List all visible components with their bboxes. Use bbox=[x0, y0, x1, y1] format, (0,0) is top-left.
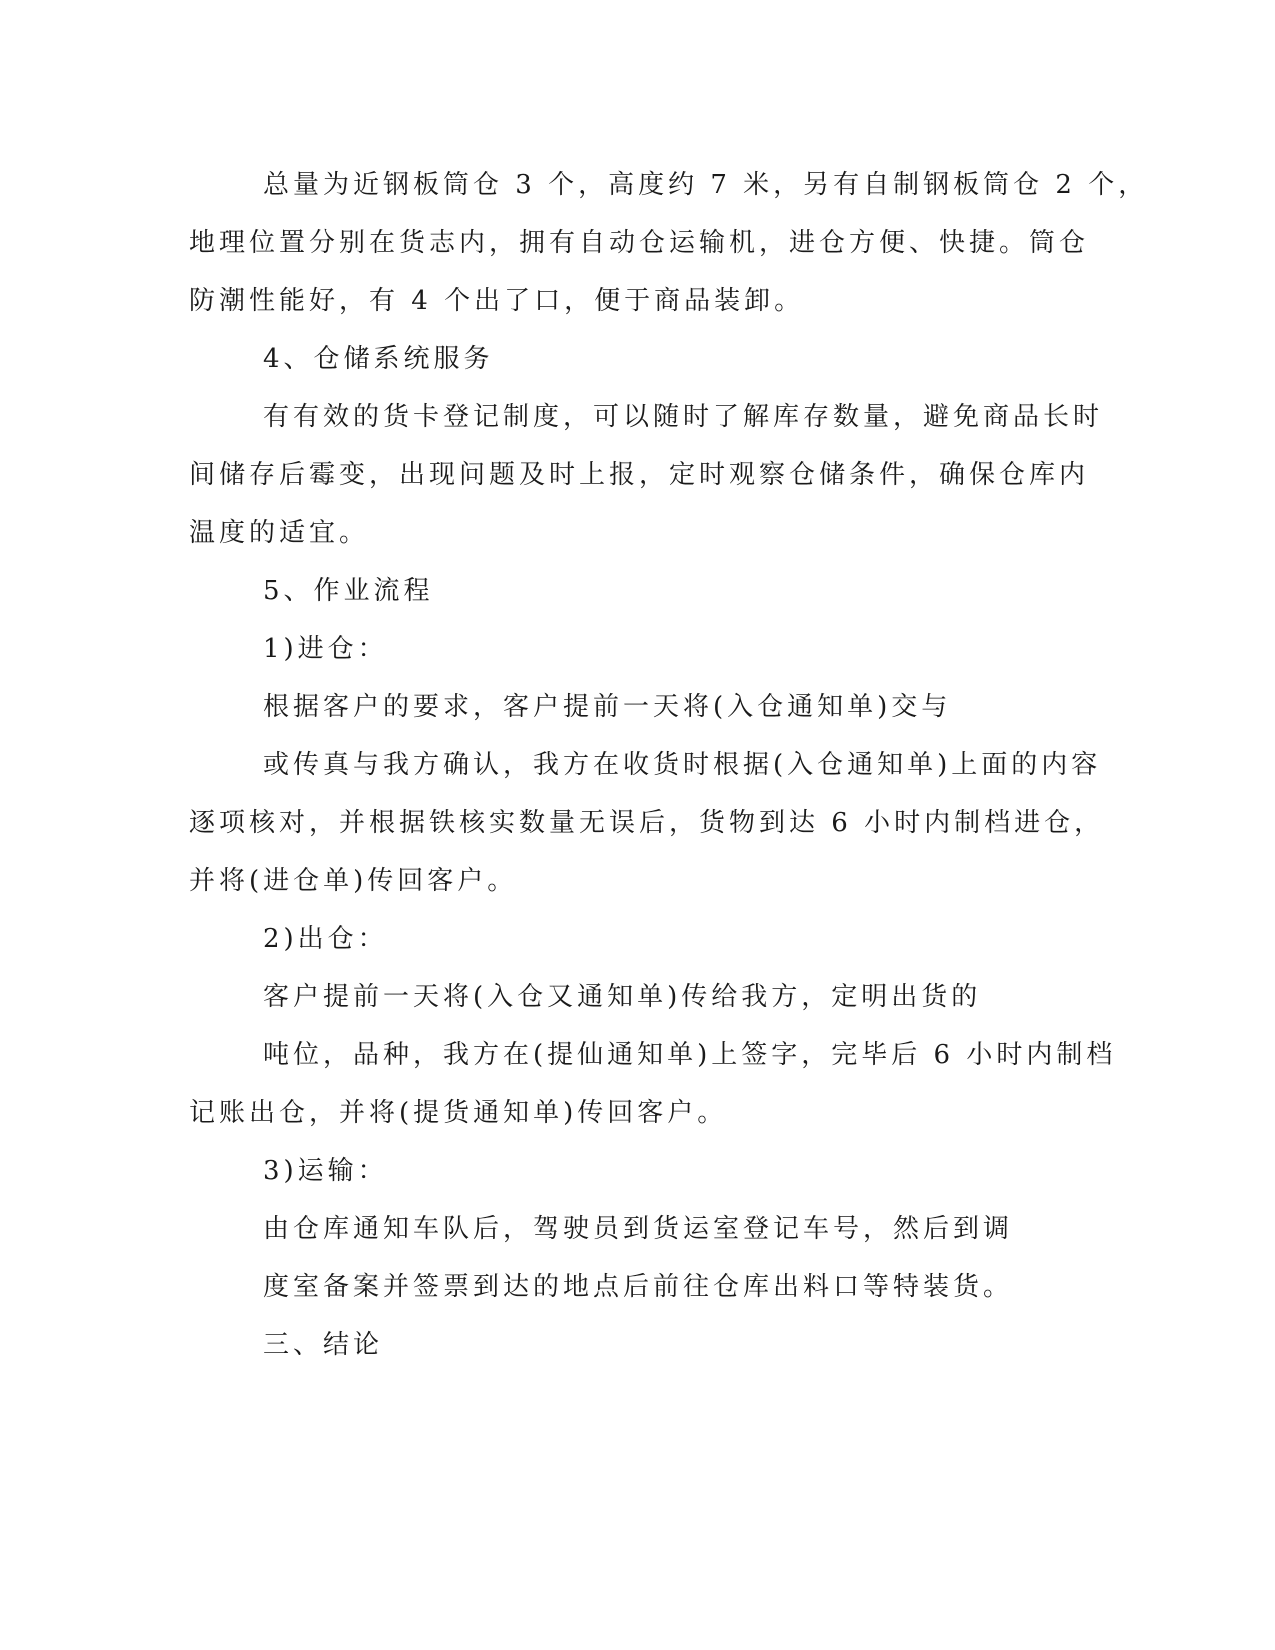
paragraph-line: 温度的适宜。 bbox=[189, 518, 370, 548]
section-heading: 三、结论 bbox=[263, 1330, 384, 1360]
paragraph-line: 总量为近钢板筒仓 3 个，高度约 7 米，另有自制钢板筒仓 2 个， bbox=[263, 170, 1149, 200]
section-heading: 5、作业流程 bbox=[263, 576, 434, 606]
subsection-heading: 2)出仓： bbox=[263, 924, 388, 954]
paragraph-line: 地理位置分别在货志内，拥有自动仓运输机，进仓方便、快捷。筒仓 bbox=[189, 228, 1090, 258]
paragraph-line: 吨位，品种，我方在(提仙通知单)上签字，完毕后 6 小时内制档 bbox=[263, 1040, 1117, 1070]
subsection-heading: 3)运输： bbox=[263, 1156, 388, 1186]
paragraph-line: 根据客户的要求，客户提前一天将(入仓通知单)交与 bbox=[263, 692, 952, 722]
paragraph-line: 由仓库通知车队后，驾驶员到货运室登记车号，然后到调 bbox=[263, 1214, 1014, 1244]
paragraph-line: 防潮性能好，有 4 个出了口，便于商品装卸。 bbox=[189, 286, 805, 316]
subsection-heading: 1)进仓： bbox=[263, 634, 388, 664]
paragraph-line: 客户提前一天将(入仓又通知单)传给我方，定明出货的 bbox=[263, 982, 982, 1012]
paragraph-line: 记账出仓，并将(提货通知单)传回客户。 bbox=[189, 1098, 728, 1128]
section-heading: 4、仓储系统服务 bbox=[263, 344, 494, 374]
paragraph-line: 或传真与我方确认，我方在收货时根据(入仓通知单)上面的内容 bbox=[263, 750, 1102, 780]
paragraph-line: 度室备案并签票到达的地点后前往仓库出料口等特装货。 bbox=[263, 1272, 1014, 1302]
paragraph-line: 有有效的货卡登记制度，可以随时了解库存数量，避免商品长时 bbox=[263, 402, 1104, 432]
paragraph-line: 并将(进仓单)传回客户。 bbox=[189, 866, 518, 896]
paragraph-line: 逐项核对，并根据铁核实数量无误后，货物到达 6 小时内制档进仓， bbox=[189, 808, 1105, 838]
paragraph-line: 间储存后霉变，出现问题及时上报，定时观察仓储条件，确保仓库内 bbox=[189, 460, 1090, 490]
